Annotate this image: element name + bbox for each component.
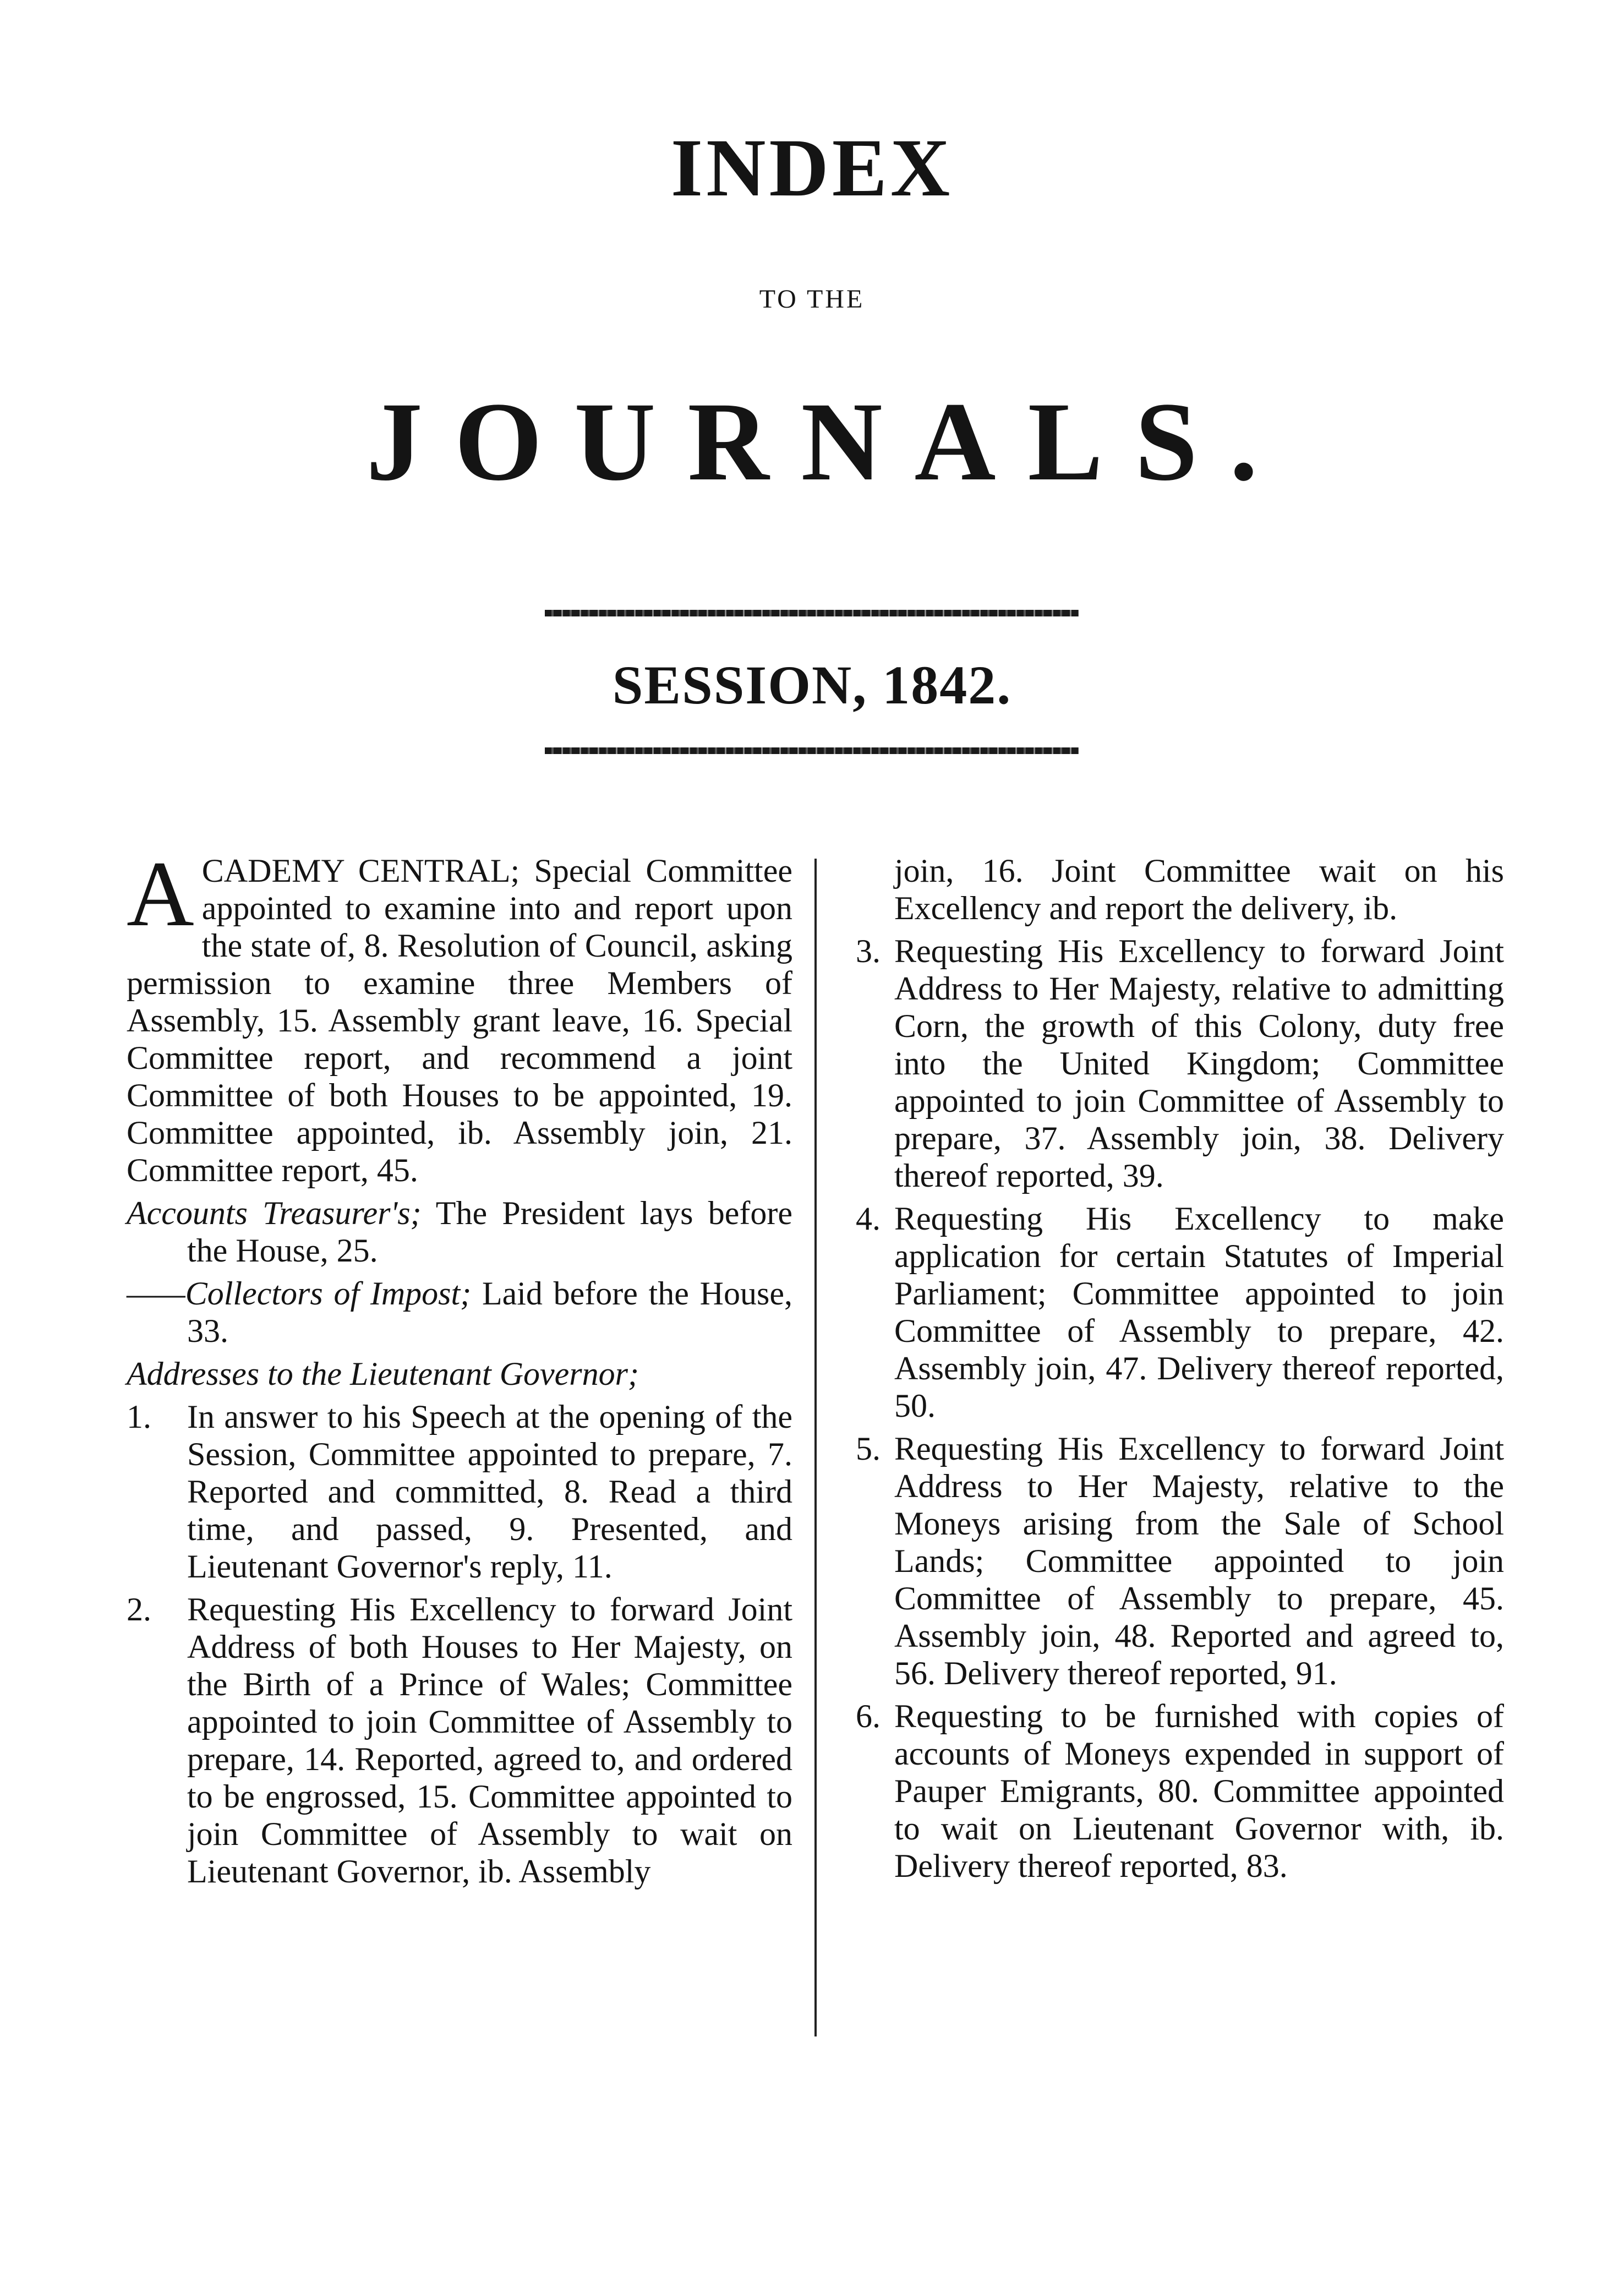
item-number: 5. bbox=[856, 1430, 881, 1467]
entry-accounts bbox=[127, 1194, 792, 1269]
item-text: Requesting His Excellency to forward Joint Address to Her Majesty, relative to admitting Corn, the growth of this Colony, duty free into the United Kingdom; Committee appointed to join Committee of Assembly to prepare, 37. Assembly join, 38. Delivery thereof reported, 39. bbox=[894, 933, 1504, 1194]
ornamental-rule-top bbox=[545, 610, 1079, 616]
list-item bbox=[856, 1430, 1504, 1692]
left-column bbox=[127, 842, 793, 1896]
item-number: 1. bbox=[127, 1399, 151, 1435]
list-item bbox=[856, 1697, 1504, 1885]
item-text: Requesting to be furnished with copies of accounts of Moneys expended in support of Pauper Emigrants, 80. Committee appointed to wait on Lieutenant Governor with, ib. Delivery thereof reported, 83. bbox=[894, 1698, 1504, 1884]
title-index: INDEX bbox=[670, 122, 954, 214]
item-number: 3. bbox=[856, 933, 881, 969]
item-text: Requesting His Excellency to make application for certain Statutes of Imperial Parliament; Committee appointed to join Committee of Assembly to prepare, 42. Assembly join, 47. Delivery thereof reported, 50. bbox=[894, 1200, 1504, 1424]
ornamental-rule-bottom bbox=[545, 747, 1079, 754]
drop-cap: A bbox=[127, 842, 194, 946]
entry-academy bbox=[127, 842, 792, 1189]
list-item bbox=[856, 1200, 1504, 1424]
entry-collectors-text: Laid before the House, 33. bbox=[187, 1275, 792, 1349]
title-to-the: TO THE bbox=[759, 285, 865, 314]
entry-addresses bbox=[127, 1355, 792, 1393]
item-number: 2. bbox=[127, 1591, 151, 1628]
title-journals: JOURNALS. bbox=[366, 379, 1290, 504]
item-number: 6. bbox=[856, 1698, 881, 1734]
entry-collectors bbox=[127, 1275, 792, 1350]
item-text: Requesting His Excellency to forward Joint Address to Her Majesty, relative to the Moneys arising from the Sale of School Lands; Committee appointed to join Committee of Assembly to prepare, 45. Assembly join, 48. Reported and agreed to, 56. Delivery thereof reported, 91. bbox=[894, 1430, 1504, 1691]
entry-accounts-heading: Accounts Treasurer's; bbox=[127, 1195, 422, 1231]
right-column bbox=[856, 852, 1504, 1890]
list-item bbox=[127, 1591, 792, 1890]
list-item bbox=[127, 1398, 792, 1585]
continuation-text: join, 16. Joint Committee wait on his Excellency and report the delivery, ib. bbox=[894, 853, 1504, 926]
entry-academy-text: CADEMY CENTRAL; Special Committee appointed to examine into and report upon the state of, 8. Resolution of Council, asking permission to examine three Members of Assembly, 15. Assembly grant leave, 16. Special Committee report, and recommend a joint Committee of both Houses to be appointed, 19. Committee appointed, ib. Assembly join, 21. Committee report, 45. bbox=[127, 853, 792, 1188]
item-text: Requesting His Excellency to forward Joint Address of both Houses to Her Majesty, on the Birth of a Prince of Wales; Committee appointed to join Committee of Assembly to prepare, 14. Reported, agreed to, and ordered to be engrossed, 15. Committee appointed to join Committee of Assembly to wait on Lieutenant Governor, ib. Assembly bbox=[187, 1591, 792, 1890]
item-text: In answer to his Speech at the opening of the Session, Committee appointed to prepare, 7. Reported and committed, 8. Read a third time, and passed, 9. Presented, and Lieutenant Governor's reply, 11. bbox=[187, 1399, 792, 1585]
title-session: SESSION, 1842. bbox=[612, 654, 1012, 716]
entry-collectors-heading: ——Collectors of Impost; bbox=[127, 1275, 472, 1312]
list-item bbox=[856, 932, 1504, 1194]
column-divider bbox=[814, 859, 817, 2036]
entry-addresses-heading: Addresses to the Lieutenant Governor; bbox=[127, 1356, 639, 1392]
item-number: 4. bbox=[856, 1200, 881, 1237]
entry-accounts-text: The President lays before the House, 25. bbox=[187, 1195, 793, 1269]
